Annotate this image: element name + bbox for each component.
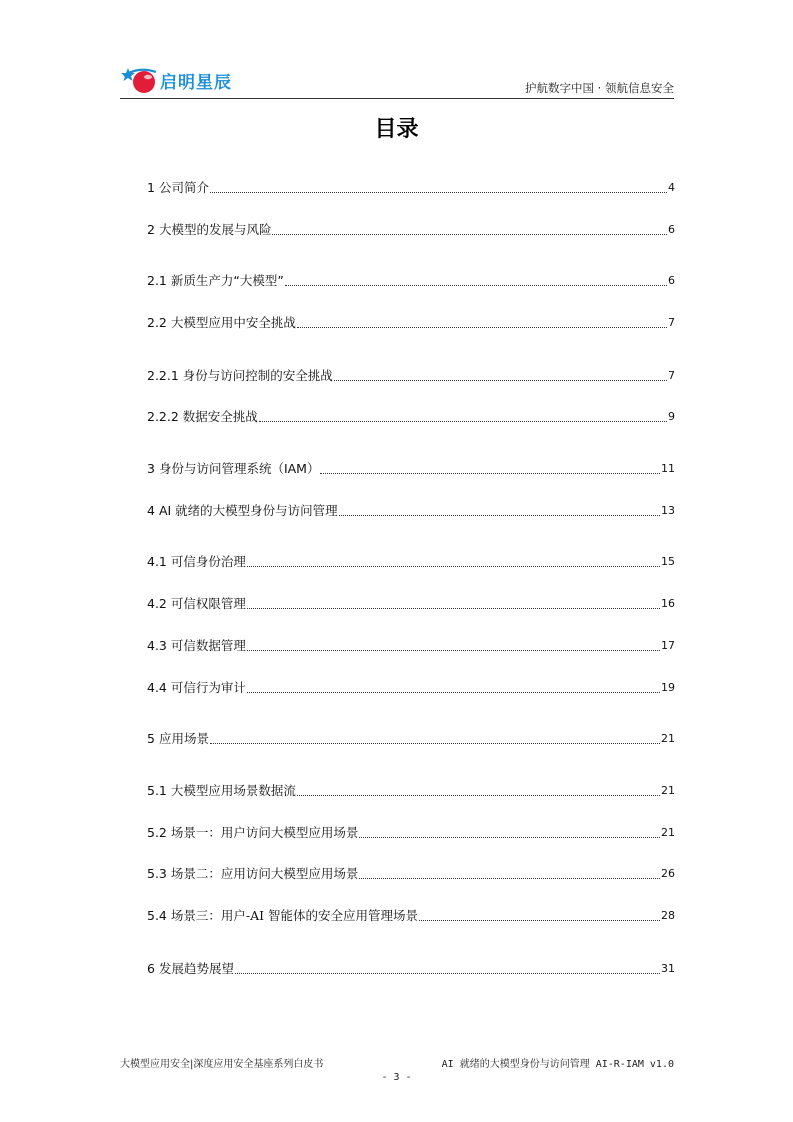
- toc-page: 11: [661, 462, 675, 475]
- toc-page: 6: [668, 274, 675, 287]
- toc-label: 场景一：用户访问大模型应用场景: [170, 825, 359, 840]
- toc-label: 大模型应用中安全挑战: [170, 315, 296, 330]
- toc-label: 可信数据管理: [170, 638, 246, 653]
- toc-leader: [272, 233, 667, 235]
- toc-page: 21: [661, 732, 675, 745]
- toc-number: 5.4: [147, 908, 167, 923]
- toc-label: 可信权限管理: [170, 596, 246, 611]
- toc-page: 13: [661, 504, 675, 517]
- toc-label: 身份与访问控制的安全挑战: [182, 368, 333, 383]
- toc-entry[interactable]: [147, 678, 675, 696]
- toc-leader: [259, 420, 667, 422]
- toc-number: 4.3: [147, 638, 167, 653]
- toc-page: 17: [661, 639, 675, 652]
- toc-entry[interactable]: [147, 959, 675, 977]
- toc-page: 15: [661, 555, 675, 568]
- toc-entry[interactable]: [147, 313, 675, 331]
- page-number: - 3 -: [381, 1072, 412, 1083]
- toc-number: 5.3: [147, 866, 167, 881]
- toc-leader: [285, 284, 667, 286]
- toc-page: 4: [668, 181, 675, 194]
- toc-label: 场景三：用户-AI 智能体的安全应用管理场景: [170, 908, 419, 923]
- page-title: 目录: [374, 117, 419, 142]
- toc-leader: [247, 649, 660, 651]
- toc-entry[interactable]: [147, 220, 675, 238]
- toc-number: 2.2: [147, 315, 167, 330]
- toc-number: 4.2: [147, 596, 167, 611]
- toc-leader: [297, 794, 660, 796]
- toc-page: 26: [661, 867, 675, 880]
- toc-leader: [247, 565, 660, 567]
- logo-text: 启明星辰: [160, 73, 232, 93]
- toc-entry[interactable]: [147, 636, 675, 654]
- toc-page: 7: [668, 369, 675, 382]
- toc-entry[interactable]: [147, 407, 675, 425]
- toc-label: 发展趋势展望: [158, 961, 234, 976]
- toc-number: 1: [147, 180, 155, 195]
- toc-entry[interactable]: [147, 594, 675, 612]
- toc-entry[interactable]: [147, 781, 675, 799]
- toc-page: 7: [668, 316, 675, 329]
- toc-number: 2.2.2: [147, 409, 179, 424]
- toc-entry[interactable]: [147, 271, 675, 289]
- toc-entry[interactable]: [147, 906, 675, 924]
- toc-number: 3: [147, 461, 155, 476]
- toc-leader: [334, 379, 667, 381]
- toc-leader: [247, 691, 660, 693]
- page-header: [120, 58, 674, 98]
- toc-leader: [247, 607, 660, 609]
- toc-number: 2: [147, 222, 155, 237]
- toc-leader: [359, 836, 660, 838]
- toc-page: 21: [661, 784, 675, 797]
- toc-label: 场景二：应用访问大模型应用场景: [170, 866, 359, 881]
- toc-label: 公司简介: [158, 180, 209, 195]
- toc-leader: [297, 326, 667, 328]
- toc-label: 身份与访问管理系统（IAM）: [158, 461, 320, 476]
- toc-page: 31: [661, 962, 675, 975]
- toc-page: 28: [661, 909, 675, 922]
- toc-entry[interactable]: [147, 366, 675, 384]
- toc-number: 4: [147, 503, 155, 518]
- footer-doc-title: AI 就绪的大模型身份与访问管理 AI-R-IAM v1.0: [441, 1059, 674, 1070]
- toc-number: 2.1: [147, 273, 167, 288]
- toc-number: 5: [147, 731, 155, 746]
- toc-entry[interactable]: [147, 823, 675, 841]
- toc-page: 9: [668, 410, 675, 423]
- toc-label: 新质生产力“大模型”: [170, 273, 284, 288]
- toc-entry[interactable]: [147, 552, 675, 570]
- toc-label: 大模型应用场景数据流: [170, 783, 296, 798]
- toc-entry[interactable]: [147, 501, 675, 519]
- toc-label: 可信行为审计: [170, 680, 246, 695]
- footer-series-title: 大模型应用安全|深度应用安全基座系列白皮书: [120, 1059, 324, 1070]
- toc-label: 数据安全挑战: [182, 409, 258, 424]
- toc-number: 4.4: [147, 680, 167, 695]
- toc-number: 2.2.1: [147, 368, 179, 383]
- toc-page: 6: [668, 223, 675, 236]
- toc-label: 大模型的发展与风险: [158, 222, 272, 237]
- venustech-logo-icon: [120, 62, 160, 96]
- toc-label: 可信身份治理: [170, 554, 246, 569]
- toc-page: 19: [661, 681, 675, 694]
- header-divider: [120, 98, 674, 99]
- toc-number: 5.1: [147, 783, 167, 798]
- toc-leader: [359, 877, 660, 879]
- header-slogan: 护航数字中国 · 领航信息安全: [525, 81, 674, 95]
- toc-leader: [339, 514, 660, 516]
- toc-leader: [320, 472, 660, 474]
- toc-entry[interactable]: [147, 459, 675, 477]
- toc-page: 16: [661, 597, 675, 610]
- toc-label: AI 就绪的大模型身份与访问管理: [158, 503, 338, 518]
- toc-entry[interactable]: [147, 864, 675, 882]
- toc-entry[interactable]: [147, 178, 675, 196]
- toc-leader: [235, 972, 660, 974]
- toc-leader: [210, 191, 667, 193]
- toc-number: 5.2: [147, 825, 167, 840]
- toc-page: 21: [661, 826, 675, 839]
- toc-entry[interactable]: [147, 729, 675, 747]
- toc-label: 应用场景: [158, 731, 209, 746]
- toc-leader: [419, 919, 660, 921]
- toc-number: 4.1: [147, 554, 167, 569]
- toc-leader: [210, 742, 660, 744]
- toc-number: 6: [147, 961, 155, 976]
